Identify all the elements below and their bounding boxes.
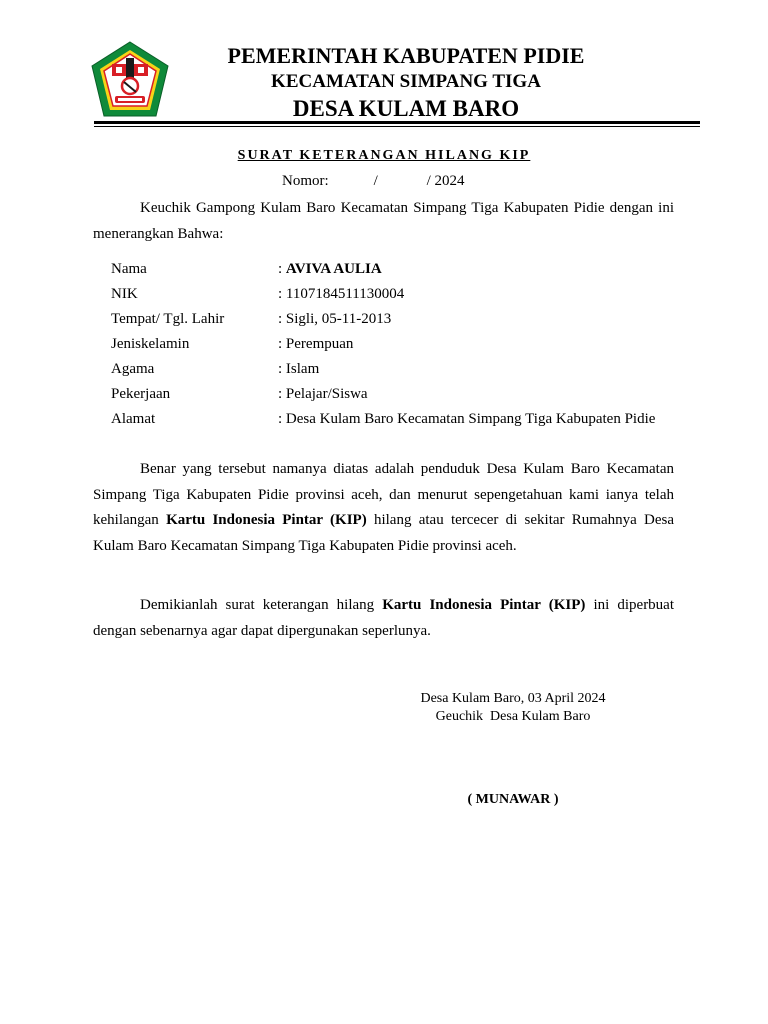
signature-place-date: Desa Kulam Baro, 03 April 2024 — [420, 691, 606, 706]
field-value: : Perempuan — [278, 336, 354, 352]
kip-emphasis: Kartu Indonesia Pintar (KIP) — [166, 512, 367, 528]
letterhead-divider-thick — [94, 121, 700, 124]
field-row — [111, 257, 655, 282]
letter-title: SURAT KETERANGAN HILANG KIP — [237, 148, 531, 163]
field-label: Alamat — [111, 411, 156, 427]
signatory-name: ( MUNAWAR ) — [467, 792, 559, 807]
field-row — [111, 382, 655, 407]
field-row — [111, 282, 655, 307]
statement-paragraph: Benar yang tersebut namanya diatas adalah penduduk Desa Kulam Baro Kecamatan Simpang Tiga Kabupaten Pidie provinsi aceh, dan menurut sepengetahuan kami ianya telah kehilangan Kartu Indonesia Pintar (KIP) hilang atau tercecer di sekitar Rumahnya Desa Kulam Baro Kecamatan Simpang Tiga Kabupaten Pidie provinsi aceh. — [93, 461, 675, 554]
field-value: : Sigli, 05-11-2013 — [278, 311, 392, 327]
field-value: : Desa Kulam Baro Kecamatan Simpang Tiga Kabupaten Pidie — [278, 411, 656, 427]
letterhead — [180, 42, 632, 124]
field-label: Agama — [111, 361, 155, 377]
identity-fields — [111, 257, 655, 432]
field-value: : Pelajar/Siswa — [278, 386, 368, 402]
intro-paragraph: Keuchik Gampong Kulam Baro Kecamatan Simpang Tiga Kabupaten Pidie dengan ini menerangkan Bahwa: — [93, 200, 674, 242]
field-row — [111, 307, 655, 332]
kip-emphasis: Kartu Indonesia Pintar (KIP) — [382, 597, 586, 613]
letterhead-village: DESA KULAM BARO — [292, 96, 520, 121]
letter-number: Nomor: / / 2024 — [282, 173, 465, 189]
field-label: NIK — [111, 286, 138, 302]
field-label: Tempat/ Tgl. Lahir — [111, 311, 225, 327]
closing-paragraph: Demikianlah surat keterangan hilang Kartu Indonesia Pintar (KIP) ini diperbuat dengan sebenarnya agar dapat dipergunakan seperlunya. — [93, 597, 675, 639]
field-row — [111, 407, 655, 432]
letterhead-district: KECAMATAN SIMPANG TIGA — [271, 71, 541, 92]
letterhead-government: PEMERINTAH KABUPATEN PIDIE — [227, 43, 585, 68]
signature-position: Geuchik Desa Kulam Baro — [435, 709, 591, 724]
letterhead-divider-thin — [94, 126, 700, 127]
field-row — [111, 332, 655, 357]
pidie-regency-emblem-icon — [88, 40, 172, 120]
field-value: : AVIVA AULIA — [278, 261, 382, 277]
signature-block — [400, 690, 626, 726]
field-label: Nama — [111, 261, 147, 277]
field-value: : 1107184511130004 — [278, 286, 405, 302]
field-row — [111, 357, 655, 382]
field-label: Pekerjaan — [111, 386, 171, 402]
field-value: : Islam — [278, 361, 320, 377]
field-label: Jeniskelamin — [111, 336, 190, 352]
